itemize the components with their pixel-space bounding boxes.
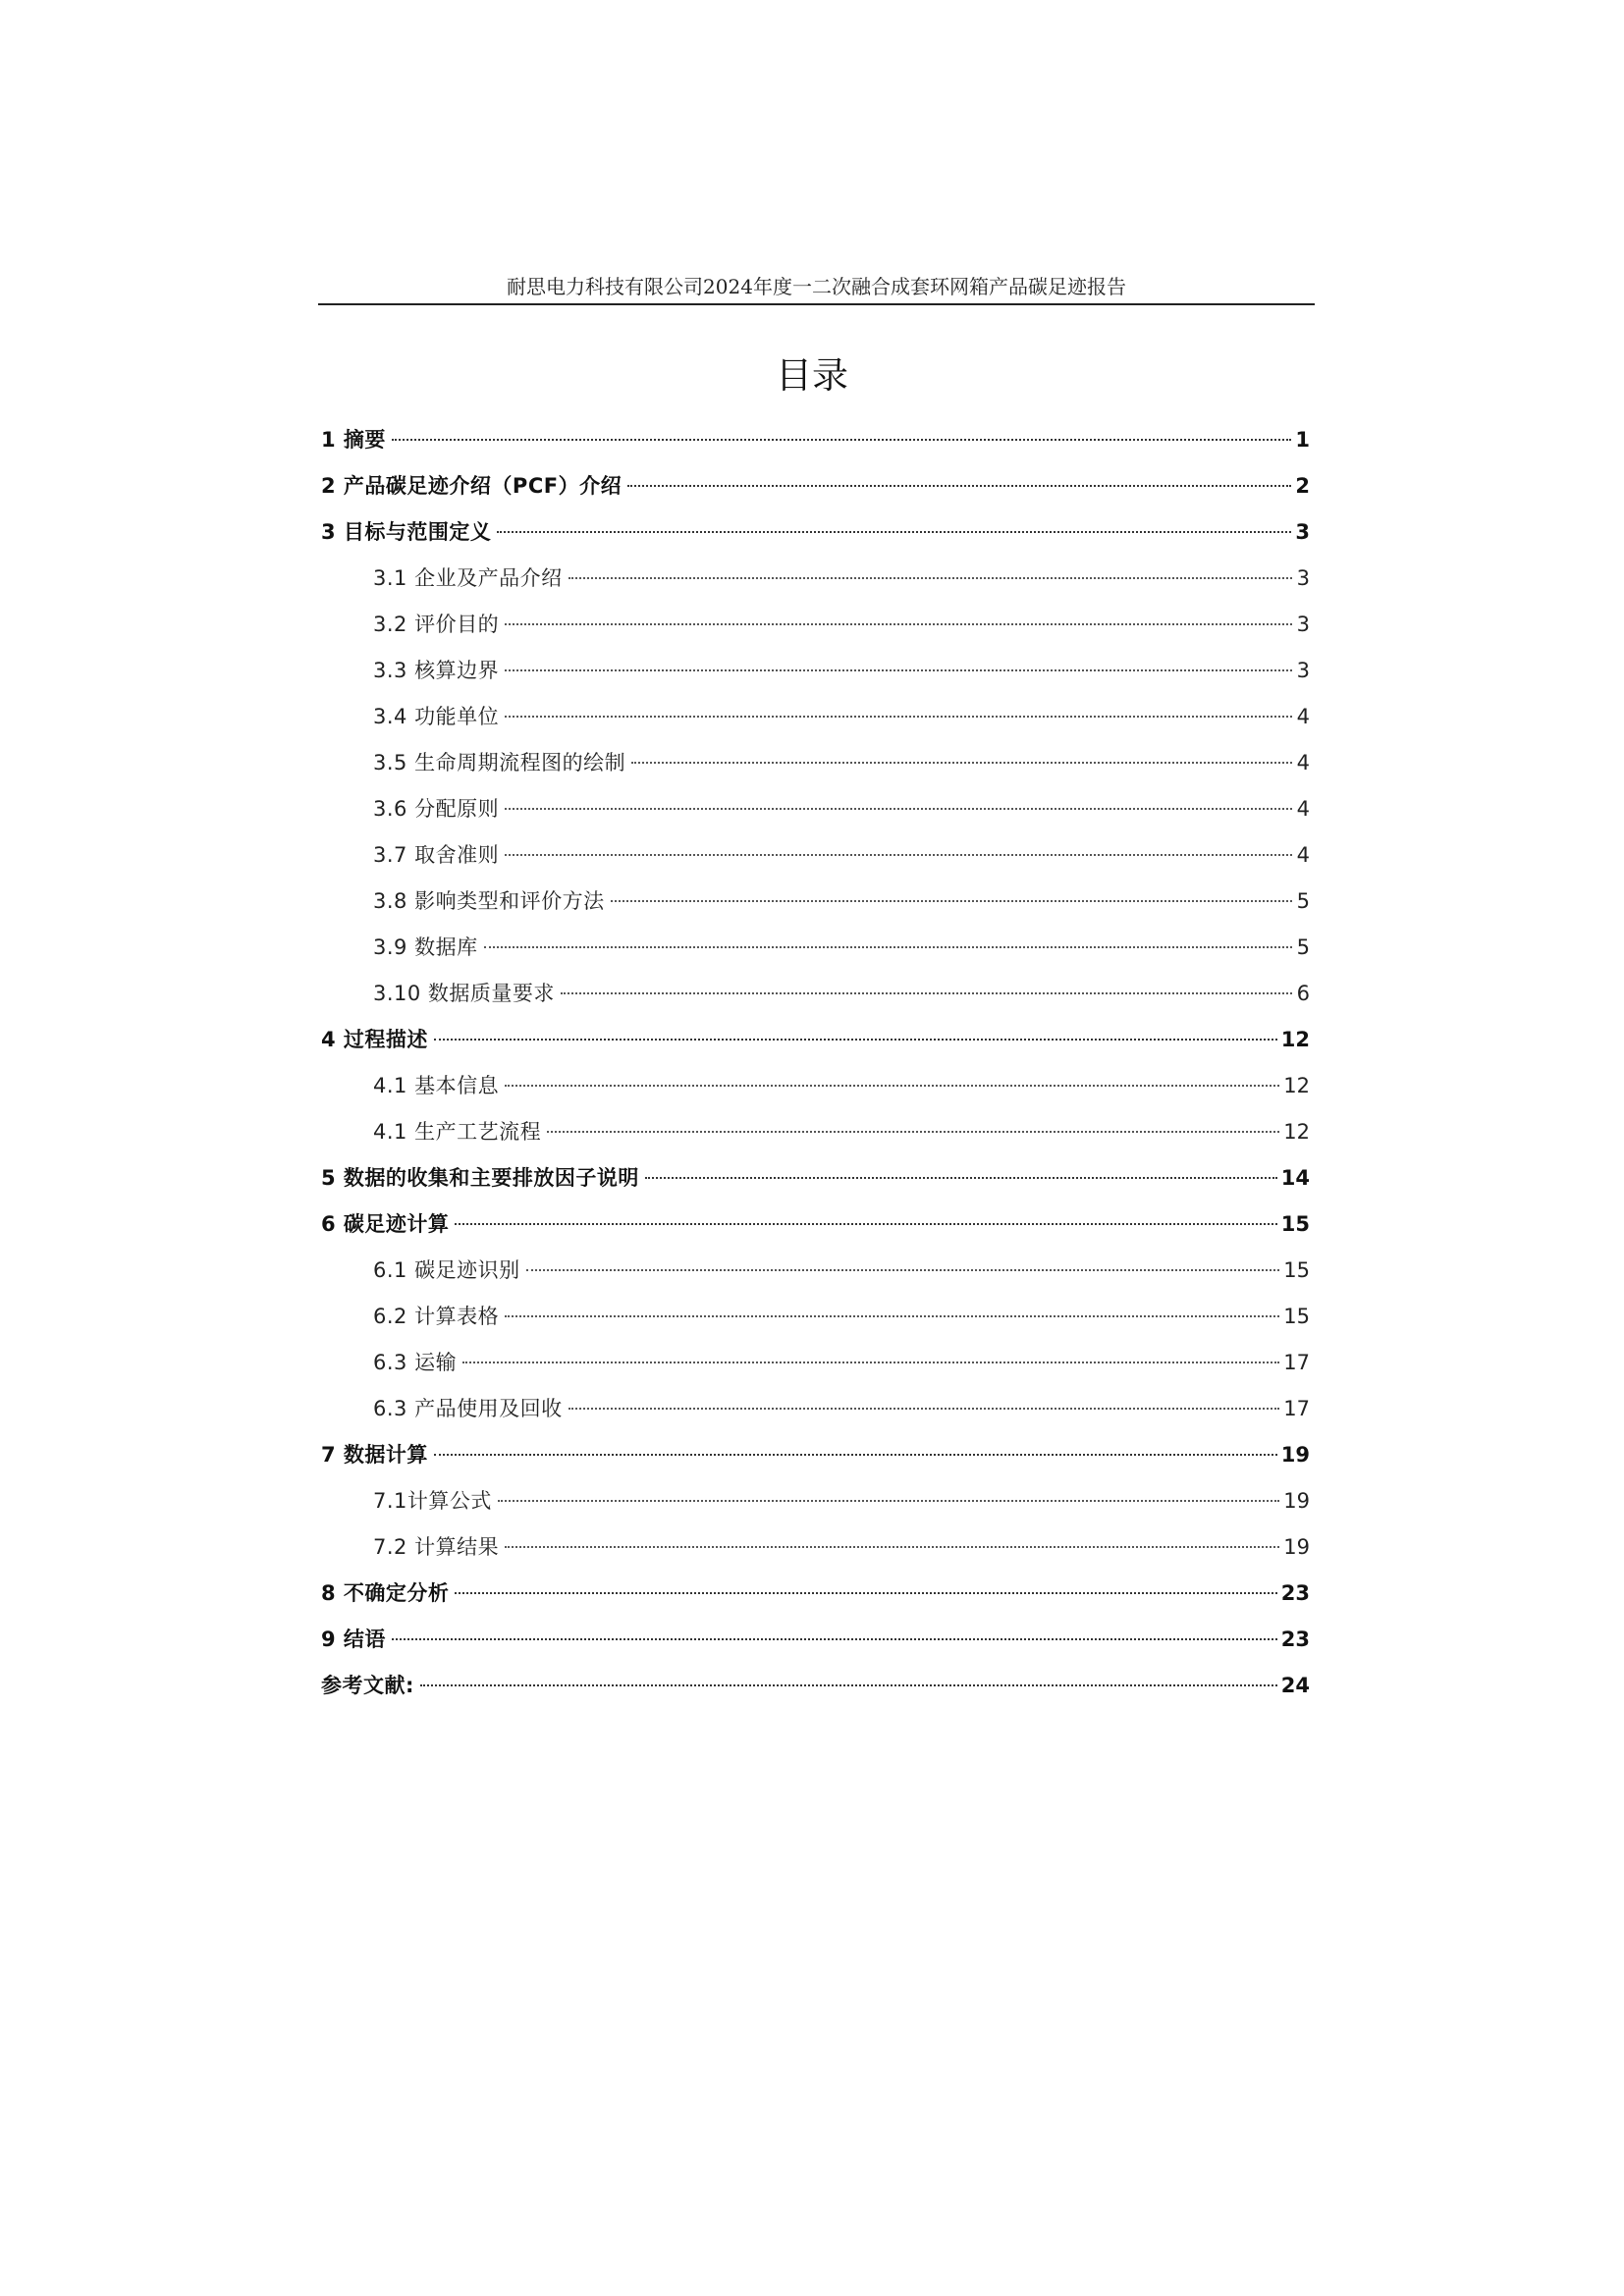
toc-dot-leader	[561, 992, 1292, 994]
toc-page-number: 15	[1283, 1258, 1310, 1282]
toc-entry-chapter[interactable]	[321, 469, 1310, 515]
toc-page-number: 23	[1280, 1628, 1310, 1651]
toc-dot-leader	[497, 531, 1291, 533]
toc-entry-section[interactable]	[321, 746, 1310, 792]
toc-page-number: 19	[1280, 1443, 1310, 1467]
toc-entry-label: 3.8 影响类型和评价方法	[373, 889, 605, 913]
toc-page-number: 4	[1296, 797, 1310, 821]
toc-entry-chapter[interactable]	[321, 1023, 1310, 1069]
table-of-contents	[321, 423, 1310, 1715]
toc-entry-label: 3.3 核算边界	[373, 659, 500, 682]
toc-entry-label: 3.6 分配原则	[373, 797, 500, 821]
toc-entry-section[interactable]	[321, 931, 1310, 977]
toc-dot-leader	[455, 1223, 1276, 1225]
toc-page-number: 19	[1283, 1489, 1310, 1513]
toc-page-number: 3	[1296, 566, 1310, 590]
toc-entry-section[interactable]	[321, 1484, 1310, 1530]
toc-page-number: 5	[1296, 935, 1310, 959]
toc-page-number: 3	[1296, 613, 1310, 636]
toc-entry-section[interactable]	[321, 838, 1310, 884]
toc-dot-leader	[611, 900, 1292, 902]
toc-entry-chapter[interactable]	[321, 423, 1310, 469]
toc-entry-chapter[interactable]	[321, 515, 1310, 561]
toc-dot-leader	[498, 1500, 1279, 1502]
toc-page-number: 1	[1295, 428, 1310, 452]
toc-dot-leader	[462, 1362, 1279, 1363]
running-header-title: 耐思电力科技有限公司2024年度一二次融合成套环网箱产品碳足迹报告	[507, 275, 1126, 298]
toc-page-number: 4	[1296, 705, 1310, 728]
toc-entry-label: 参考文献:	[321, 1674, 414, 1697]
toc-entry-label: 3.7 取舍准则	[373, 843, 500, 867]
toc-dot-leader	[505, 1546, 1279, 1548]
toc-page-number: 2	[1295, 474, 1310, 498]
toc-entry-chapter[interactable]	[321, 1207, 1310, 1254]
toc-page-number: 19	[1283, 1535, 1310, 1559]
toc-entry-label: 7.1计算公式	[373, 1489, 492, 1513]
toc-dot-leader	[505, 623, 1292, 625]
toc-page-number: 6	[1296, 982, 1310, 1005]
toc-entry-section[interactable]	[321, 792, 1310, 838]
toc-page-number: 15	[1283, 1305, 1310, 1328]
toc-entry-section[interactable]	[321, 608, 1310, 654]
toc-entry-label: 6.2 计算表格	[373, 1305, 500, 1328]
toc-dot-leader	[434, 1039, 1277, 1041]
toc-entry-label: 2 产品碳足迹介绍（PCF）介绍	[321, 474, 623, 498]
toc-dot-leader	[505, 669, 1292, 671]
toc-page-number: 17	[1283, 1351, 1310, 1374]
toc-dot-leader	[505, 1315, 1279, 1317]
toc-entry-label: 3.10 数据质量要求	[373, 982, 555, 1005]
toc-entry-label: 3.5 生命周期流程图的绘制	[373, 751, 626, 774]
toc-dot-leader	[505, 854, 1292, 856]
toc-entry-label: 3.9 数据库	[373, 935, 478, 959]
toc-entry-label: 6 碳足迹计算	[321, 1212, 450, 1236]
toc-page-number: 3	[1296, 659, 1310, 682]
toc-page-number: 4	[1296, 751, 1310, 774]
toc-entry-chapter[interactable]	[321, 1623, 1310, 1669]
toc-entry-section[interactable]	[321, 977, 1310, 1023]
toc-dot-leader	[434, 1454, 1277, 1456]
toc-page-number: 12	[1283, 1074, 1310, 1097]
toc-dot-leader	[547, 1131, 1279, 1133]
toc-entry-label: 4.1 生产工艺流程	[373, 1120, 542, 1144]
toc-dot-leader	[420, 1684, 1277, 1686]
toc-entry-chapter[interactable]	[321, 1438, 1310, 1484]
toc-page-number: 17	[1283, 1397, 1310, 1420]
toc-entry-chapter[interactable]	[321, 1576, 1310, 1623]
toc-entry-chapter[interactable]	[321, 1161, 1310, 1207]
toc-entry-label: 5 数据的收集和主要排放因子说明	[321, 1166, 639, 1190]
toc-dot-leader	[505, 716, 1292, 718]
toc-entry-section[interactable]	[321, 700, 1310, 746]
toc-dot-leader	[455, 1592, 1276, 1594]
toc-dot-leader	[631, 762, 1292, 764]
toc-entry-label: 1 摘要	[321, 428, 386, 452]
toc-entry-label: 4.1 基本信息	[373, 1074, 500, 1097]
toc-entry-label: 3.2 评价目的	[373, 613, 500, 636]
toc-page-number: 14	[1280, 1166, 1310, 1190]
toc-entry-label: 9 结语	[321, 1628, 386, 1651]
toc-dot-leader	[392, 1638, 1277, 1640]
toc-page-number: 4	[1296, 843, 1310, 867]
toc-entry-section[interactable]	[321, 1392, 1310, 1438]
toc-entry-label: 7 数据计算	[321, 1443, 428, 1467]
toc-page-number: 12	[1280, 1028, 1310, 1051]
toc-page-number: 23	[1280, 1581, 1310, 1605]
toc-page-number: 5	[1296, 889, 1310, 913]
toc-title: 目录	[776, 354, 848, 397]
toc-entry-section[interactable]	[321, 884, 1310, 931]
toc-page-number: 24	[1280, 1674, 1310, 1697]
toc-entry-section[interactable]	[321, 1115, 1310, 1161]
toc-page-number: 12	[1283, 1120, 1310, 1144]
toc-dot-leader	[484, 946, 1292, 948]
toc-entry-section[interactable]	[321, 1069, 1310, 1115]
toc-entry-section[interactable]	[321, 1254, 1310, 1300]
toc-entry-label: 6.3 运输	[373, 1351, 458, 1374]
toc-dot-leader	[392, 439, 1291, 441]
toc-dot-leader	[526, 1269, 1280, 1271]
toc-entry-section[interactable]	[321, 1530, 1310, 1576]
toc-entry-label: 8 不确定分析	[321, 1581, 450, 1605]
toc-dot-leader	[645, 1177, 1277, 1179]
toc-page-number: 15	[1280, 1212, 1310, 1236]
toc-dot-leader	[568, 577, 1292, 579]
toc-entry-chapter[interactable]	[321, 1669, 1310, 1715]
toc-entry-label: 4 过程描述	[321, 1028, 428, 1051]
toc-dot-leader	[505, 808, 1292, 810]
toc-entry-section[interactable]	[321, 1346, 1310, 1392]
toc-entry-label: 3.4 功能单位	[373, 705, 500, 728]
toc-entry-section[interactable]	[321, 1300, 1310, 1346]
toc-entry-label: 6.1 碳足迹识别	[373, 1258, 520, 1282]
toc-entry-section[interactable]	[321, 654, 1310, 700]
toc-dot-leader	[505, 1085, 1279, 1087]
toc-page-number: 3	[1295, 520, 1310, 544]
toc-entry-label: 3.1 企业及产品介绍	[373, 566, 563, 590]
toc-dot-leader	[568, 1408, 1280, 1410]
toc-entry-label: 7.2 计算结果	[373, 1535, 500, 1559]
toc-entry-section[interactable]	[321, 561, 1310, 608]
running-header	[318, 274, 1315, 305]
toc-entry-label: 3 目标与范围定义	[321, 520, 492, 544]
toc-entry-label: 6.3 产品使用及回收	[373, 1397, 563, 1420]
toc-dot-leader	[627, 485, 1291, 487]
